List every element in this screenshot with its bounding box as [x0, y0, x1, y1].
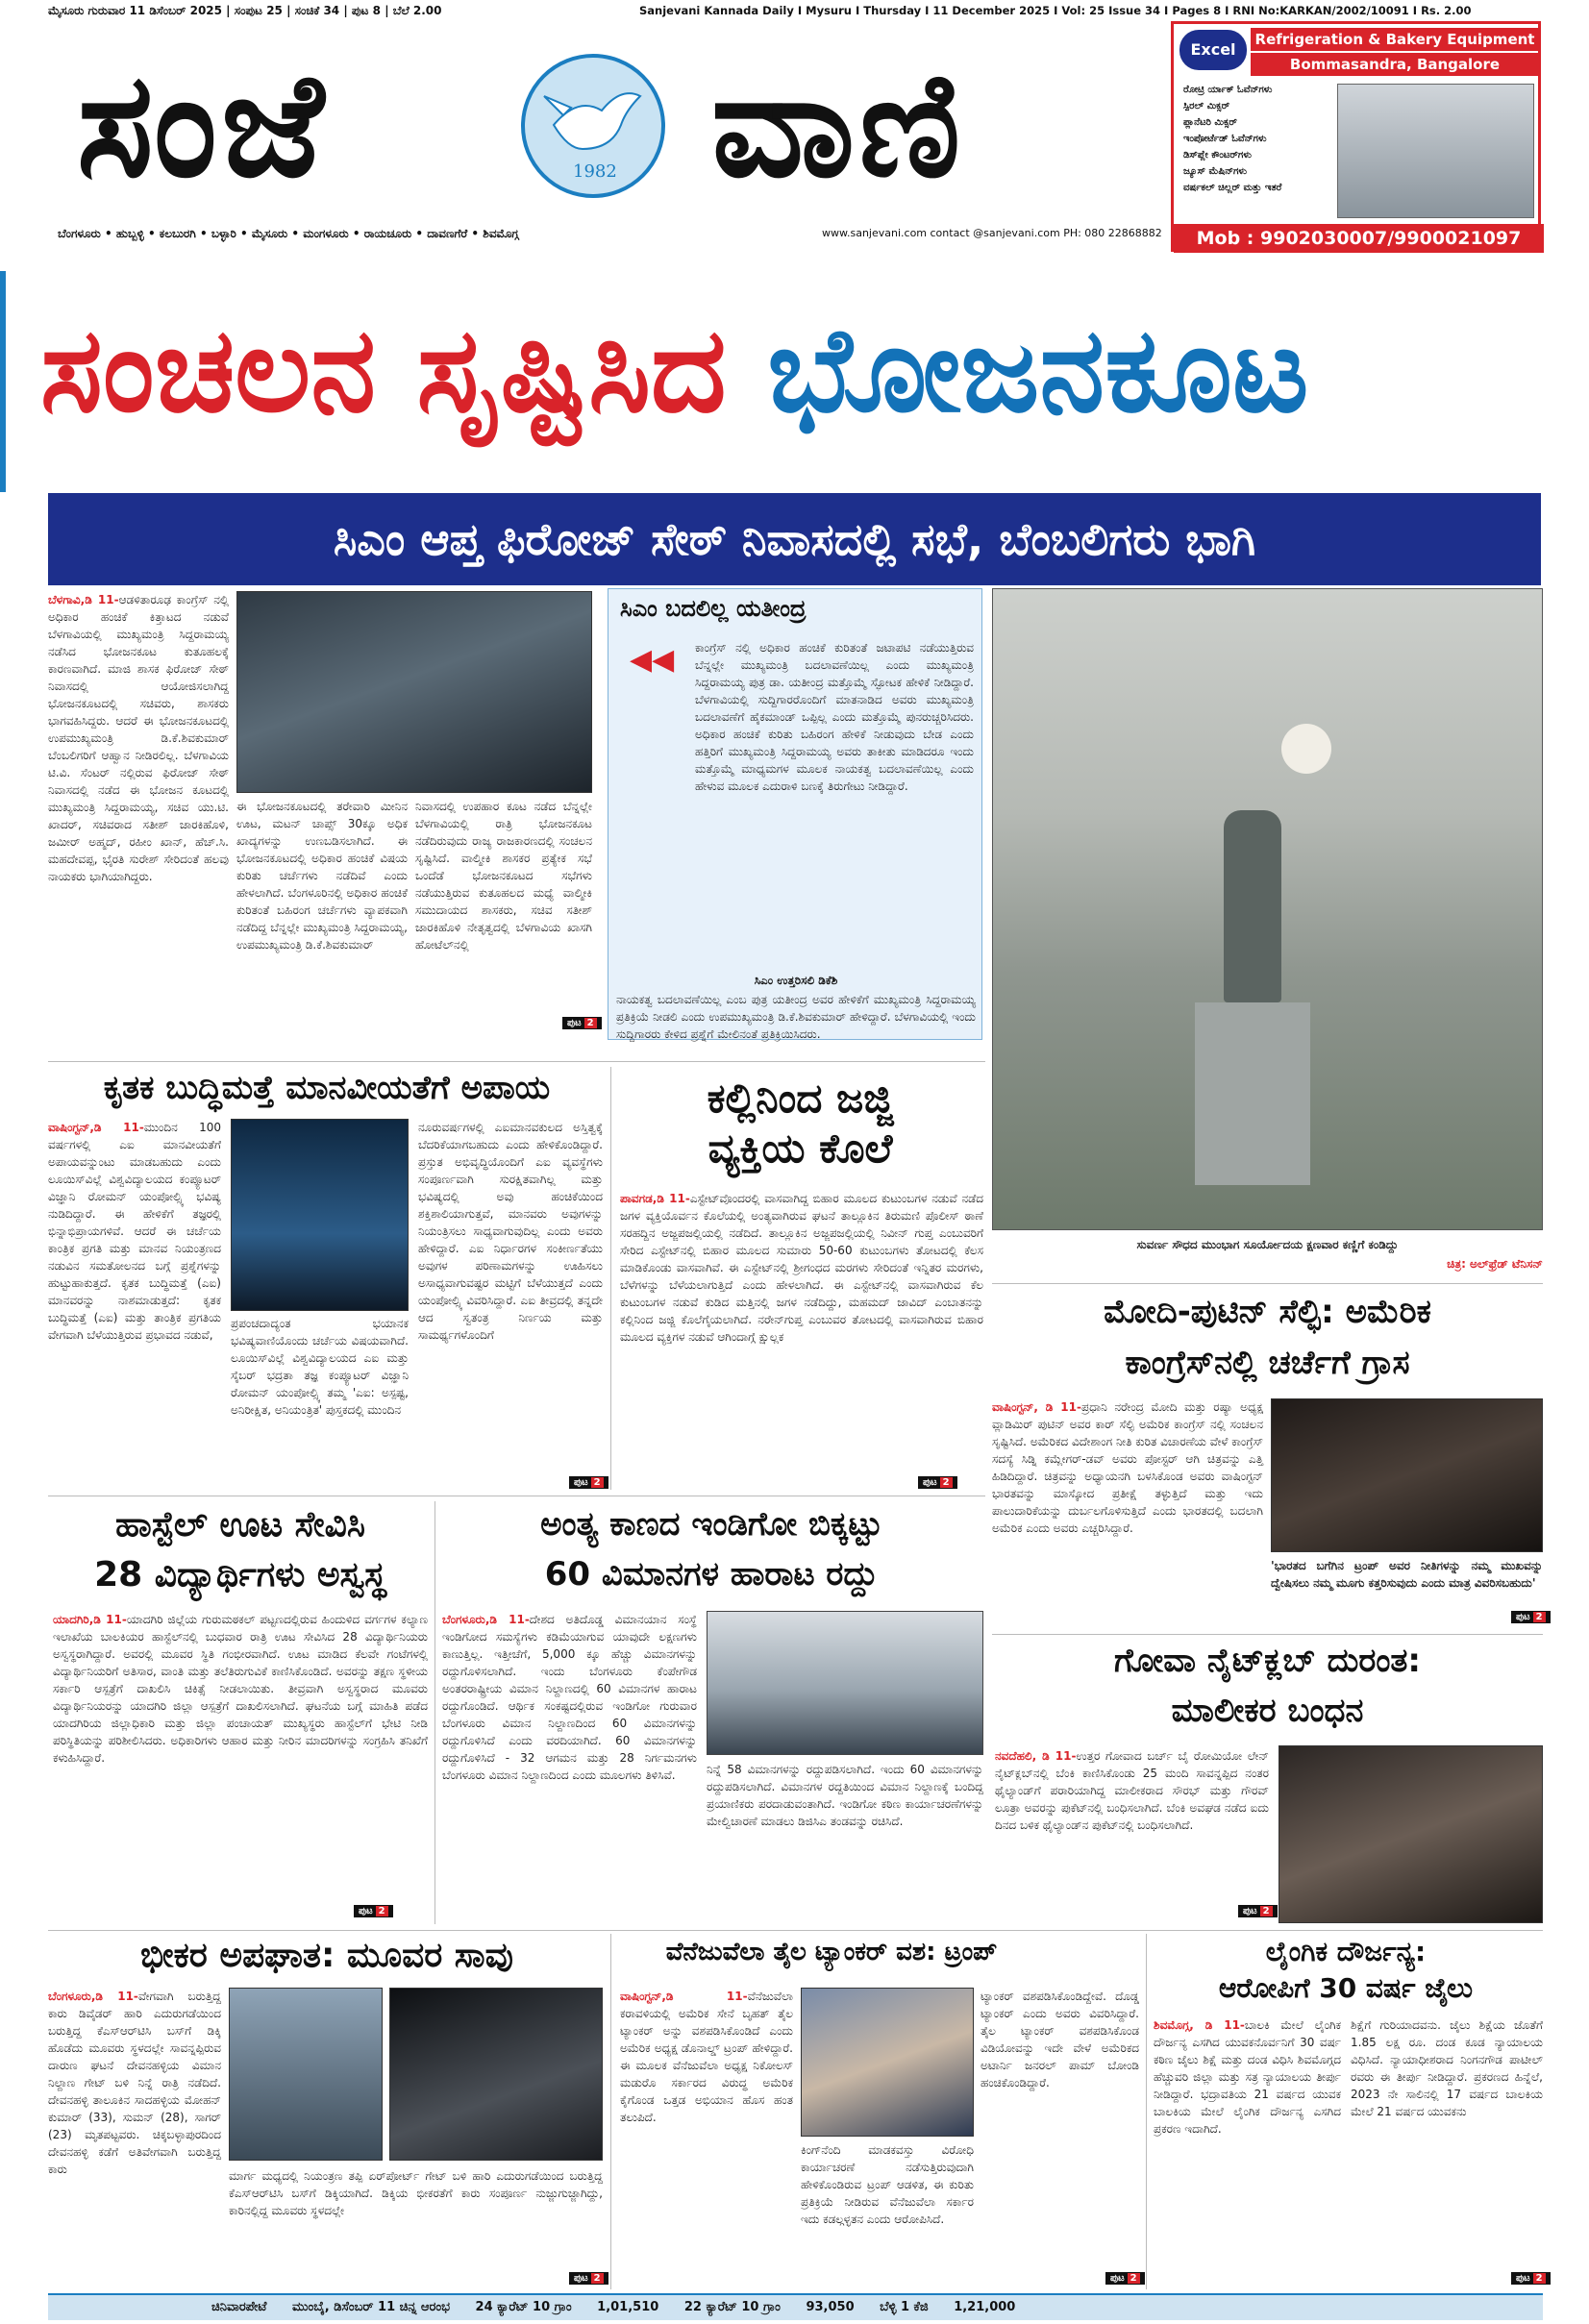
- ad-items: [1183, 82, 1328, 196]
- hostel-headline-l2: 28 ವಿದ್ಯಾರ್ಥಿಗಳು ಅಸ್ವಸ್ಥ: [94, 1555, 386, 1595]
- sidebox-title: ಸಿಎಂ ಬದಲಿಲ್ಲ ಯತೀಂದ್ರ: [620, 595, 807, 622]
- hostel-jump: ಪುಟ 2: [354, 1905, 393, 1917]
- lead-headline-red: ಸಂಚಲನ ಸೃಷ್ಟಿಸಿದ: [40, 302, 727, 438]
- ai-dateline: ವಾಷಿಂಗ್ಟನ್,ಡಿ 11-: [48, 1121, 144, 1134]
- ad-location: Bommasandra, Bangalore: [1251, 53, 1539, 76]
- sentence-dateline: ಶಿವಮೊಗ್ಗ, ಡಿ 11-: [1154, 2018, 1245, 2032]
- modi-dateline: ವಾಷಿಂಗ್ಟನ್, ಡಿ 11-: [992, 1400, 1081, 1414]
- accident-headline: ಭೀಕರ ಅಪಘಾತ: ಮೂವರ ಸಾವು: [140, 1936, 513, 1975]
- divider: [610, 1934, 611, 2289]
- lead-jump: ಪುಟ 2: [562, 1017, 602, 1029]
- statue-figure: [1224, 810, 1281, 1002]
- goa-dateline: ನವದೆಹಲಿ, ಡಿ 11-: [995, 1749, 1077, 1763]
- indigo-headline-l2: 60 ವಿಮಾನಗಳ ಹಾರಾಟ ರದ್ದು: [544, 1555, 879, 1594]
- market-bar: [48, 2293, 1543, 2320]
- lead-col-1-text: ಆಡಳಿತಾರೂಢ ಕಾಂಗ್ರೆಸ್ ನಲ್ಲಿ ಅಧಿಕಾರ ಹಂಚಿಕೆ ಕಿತ್ತಾಟದ ನಡುವೆ ಬೆಳಗಾವಿಯಲ್ಲಿ ಮುಖ್ಯಮಂತ್ರಿ ಸಿದ್ದರಾಮಯ್ಯ ನಡೆಸಿದ ಭೋಜನಕೂಟ ಕುತೂಹಲಕ್ಕೆ ಕಾರಣವಾಗಿದೆ. ಮಾಜಿ ಶಾಸಕ ಫಿರೋಜ್ ಸೇಠ್ ನಿವಾಸದಲ್ಲಿ ಆಯೋಜಿಸಲಾಗಿದ್ದ ಭೋಜನಕೂಟದಲ್ಲಿ ಸಚಿವರು, ಶಾಸಕರು ಭಾಗವಹಿಸಿದ್ದರು. ಆದರೆ ಈ ಭೋಜನಕೂಟದಲ್ಲಿ ಉಪಮುಖ್ಯಮಂತ್ರಿ ಡಿ.ಕೆ.ಶಿವಕುಮಾರ್ ಬೆಂಬಲಿಗರಿಗೆ ಆಹ್ವಾನ ನೀಡಿರಲಿಲ್ಲ. ಬೆಳಗಾವಿಯ ಟಿ.ವಿ. ಸೆಂಟರ್ ನಲ್ಲಿರುವ ಫಿರೋಜ್ ಸೇಠ್ ನಿವಾಸದಲ್ಲಿ ನಡೆದ ಈ ಭೋಜನ ಕೂಟದಲ್ಲಿ ಮುಖ್ಯಮಂತ್ರಿ ಸಿದ್ದರಾಮಯ್ಯ, ಸಚಿವ ಯು.ಟಿ. ಖಾದರ್, ಸಚಿವರಾದ ಸತೀಶ್ ಜಾರಕಿಹೊಳಿ, ಜಮೀರ್ ಅಹ್ಮದ್, ರಹೀಂ ಖಾನ್, ಹೆಚ್.ಸಿ. ಮಹದೇವಪ್ಪ, ಭೈರತಿ ಸುರೇಶ್ ಸೇರಿದಂತೆ ಹಲವು ನಾಯಕರು ಭಾಗಿಯಾಗಿದ್ದರು.: [48, 593, 229, 883]
- gold22-label: 22 ಕ್ಯಾರೆಟ್ 10 ಗ್ರಾಂ: [683, 2300, 781, 2314]
- dinner-meeting-photo: [236, 591, 592, 793]
- venezuela-dateline: ವಾಷಿಂಗ್ಟನ್,ಡಿ 11-: [620, 1990, 748, 2003]
- sun-shape: [1281, 724, 1331, 774]
- modi-body: [992, 1398, 1263, 1625]
- divider: [48, 1061, 985, 1062]
- ad-item: ರೋಟ್ರಿ ರ್ಯಾಕ್ ಓವೆನ್‌ಗಳು: [1183, 85, 1273, 95]
- goa-text: ಉತ್ತರ ಗೋವಾದ ಬರ್ಚ್ ಬೈ ರೋಮಿಯೋ ಲೇನ್ ನೈಟ್‌ಕ್ಲಬ್‌ನಲ್ಲಿ ಬೆಂಕಿ ಕಾಣಿಸಿಕೊಂಡು 25 ಮಂದಿ ಸಾವನ್ನಪ್ಪಿದ ನಂತರ ಥೈಲ್ಯಾಂಡ್‌ಗೆ ಪರಾರಿಯಾಗಿದ್ದ ಮಾಲೀಕರಾದ ಸೌರಭ್ ಮತ್ತು ಗೌರವ್ ಲೂತ್ರಾ ಅವರನ್ನು ಪುಕೆಟ್‌ನಲ್ಲಿ ಬಂಧಿಸಲಾಗಿದೆ. ಬೆಂಕಿ ಅವಘಡ ನಡೆದ ಐದು ದಿನದ ಬಳಿಕ ಥೈಲ್ಯಾಂಡ್‌ನ ಪುಕೆಟ್‌ನಲ್ಲಿ ಬಂಧಿಸಲಾಗಿದೆ.: [995, 1749, 1269, 1832]
- indigo-text: ದೇಶದ ಅತಿದೊಡ್ಡ ವಿಮಾನಯಾನ ಸಂಸ್ಥೆ ಇಂಡಿಗೋದ ಸಮಸ್ಯೆಗಳು ಕಡಿಮೆಯಾಗುವ ಯಾವುದೇ ಲಕ್ಷಣಗಳು ಕಾಣುತ್ತಿಲ್ಲ. ಇತ್ತೀಚೆಗೆ, 5,000 ಕ್ಕೂ ಹೆಚ್ಚು ವಿಮಾನಗಳನ್ನು ರದ್ದುಗೊಳಿಸಲಾಗಿದೆ. ಇಂದು ಬೆಂಗಳೂರು ಕೆಂಪೇಗೌಡ ಅಂತರರಾಷ್ಟ್ರೀಯ ವಿಮಾನ ನಿಲ್ದಾಣದಲ್ಲಿ 60 ವಿಮಾನಗಳ ಹಾರಾಟ ರದ್ದುಗೊಂಡಿದೆ. ಆರ್ಥಿಕ ಸಂಕಷ್ಟದಲ್ಲಿರುವ ಇಂಡಿಗೋ ಗುರುವಾರ ಬೆಂಗಳೂರು ವಿಮಾನ ನಿಲ್ದಾಣದಿಂದ 60 ವಿಮಾನಗಳನ್ನು ರದ್ದುಗೊಳಿಸಿದೆ ಎಂದು ವರದಿಯಾಗಿದೆ. 60 ವಿಮಾನಗಳನ್ನು ರದ್ದುಗೊಳಿಸಿದೆ - 32 ಆಗಮನ ಮತ್ತು 28 ನಿರ್ಗಮನಗಳು ಬೆಂಗಳೂರು ವಿಮಾನ ನಿಲ್ದಾಣದಿಂದ ಎಂದು ಮೂಲಗಳು ತಿಳಿಸಿವೆ.: [442, 1613, 697, 1782]
- sidebox-text2: ನಾಯಕತ್ವ ಬದಲಾವಣೆಯಿಲ್ಲ ಎಂಬ ಪುತ್ರ ಯತೀಂದ್ರ ಅವರ ಹೇಳಿಕೆಗೆ ಮುಖ್ಯಮಂತ್ರಿ ಸಿದ್ದರಾಮಯ್ಯ ಪ್ರತಿಕ್ರಿಯೆ ನೀಡಲಿ ಎಂದು ಉಪಮುಖ್ಯಮಂತ್ರಿ ಡಿ.ಕೆ.ಶಿವಕುಮಾರ್ ಹೇಳಿದ್ದಾರೆ. ಬೆಳಗಾವಿಯಲ್ಲಿ ಇಂದು ಸುದ್ದಿಗಾರರು ಕೇಳಿದ ಪ್ರಶ್ನೆಗೆ ಮೇಲಿನಂತೆ ಪ್ರತಿಕ್ರಿಯಿಸಿದರು.: [616, 993, 976, 1041]
- gold24-label: 24 ಕ್ಯಾರೆಟ್ 10 ಗ್ರಾಂ: [475, 2300, 572, 2314]
- masthead: [48, 21, 1162, 242]
- jump-label: ಪುಟ: [567, 1018, 582, 1028]
- sidebox-text-indent: [695, 639, 974, 793]
- ad-item: ಡಿಸ್‌ಪ್ಲೇ ಕೌಂಟರ್‌ಗಳು: [1183, 150, 1252, 161]
- hostel-text: ಯಾದಗಿರಿ ಜಿಲ್ಲೆಯ ಗುರುಮಠಕಲ್ ಪಟ್ಟಣದಲ್ಲಿರುವ ಹಿಂದುಳಿದ ವರ್ಗಗಳ ಕಲ್ಯಾಣ ಇಲಾಖೆಯ ಬಾಲಕಿಯರ ಹಾಸ್ಟೆಲ್‌ನಲ್ಲಿ ಬುಧವಾರ ರಾತ್ರಿ ಊಟ ಸೇವಿಸಿದ 28 ವಿದ್ಯಾರ್ಥಿನಿಯರು ಅಸ್ವಸ್ಥರಾಗಿದ್ದಾರೆ. ಅವರಲ್ಲಿ ಮೂವರ ಸ್ಥಿತಿ ಗಂಭೀರವಾಗಿದೆ. ಊಟ ಮಾಡಿದ ಕೆಲವೇ ಗಂಟೆಗಳಲ್ಲಿ ವಿದ್ಯಾರ್ಥಿನಿಯರಿಗೆ ಅತಿಸಾರ, ವಾಂತಿ ಮತ್ತು ತಲೆತಿರುಗುವಿಕೆ ಕಾಣಿಸಿಕೊಂಡಿದೆ. ಅವರನ್ನು ತಕ್ಷಣ ಸ್ಥಳೀಯ ಸರ್ಕಾರಿ ಆಸ್ಪತ್ರೆಗೆ ದಾಖಲಿಸಿ ಚಿಕಿತ್ಸೆ ನೀಡಲಾಯಿತು. ತೀವ್ರವಾಗಿ ಅಸ್ವಸ್ಥರಾದ ಮೂವರು ವಿದ್ಯಾರ್ಥಿನಿಯರನ್ನು ಯಾದಗಿರಿ ಜಿಲ್ಲಾ ಆಸ್ಪತ್ರೆಗೆ ದಾಖಲಿಸಲಾಗಿದೆ. ಘಟನೆಯ ಬಗ್ಗೆ ಮಾಹಿತಿ ಪಡೆದ ಯಾದಗಿರಿಯ ಜಿಲ್ಲಾಧಿಕಾರಿ ಮತ್ತು ಜಿಲ್ಲಾ ಪಂಚಾಯತ್ ಮುಖ್ಯಸ್ಥರು ಹಾಸ್ಟೆಲ್‌ಗೆ ಭೇಟಿ ನೀಡಿ ಪರಿಸ್ಥಿತಿಯನ್ನು ಪರಿಶೀಲಿಸಿದರು. ಅಧಿಕಾರಿಗಳು ಆಹಾರ ಮತ್ತು ನೀರಿನ ಮಾದರಿಗಳನ್ನು ಸಂಗ್ರಹಿಸಿ ತನಿಖೆಗೆ ಕಳುಹಿಸಿದ್ದಾರೆ.: [53, 1613, 428, 1765]
- lead-col-1: [48, 591, 229, 1033]
- ad-product-image: [1337, 84, 1534, 218]
- hostel-body: [53, 1611, 428, 1918]
- lead-dateline: ಬೆಳಗಾವಿ,ಡಿ 11-: [48, 593, 119, 606]
- indigo-text2: ನಿನ್ನೆ 58 ವಿಮಾನಗಳನ್ನು ರದ್ದುಪಡಿಸಲಾಗಿದೆ. ಇಂದು 60 ವಿಮಾನಗಳನ್ನು ರದ್ದುಪಡಿಸಲಾಗಿದೆ. ವಿಮಾನಗಳ ರದ್ದತಿಯಿಂದ ವಿಮಾನ ನಿಲ್ದಾಣಕ್ಕೆ ಬಂದಿದ್ದ ಪ್ರಯಾಣಿಕರು ಪರದಾಡುವಂತಾಗಿದೆ. ಇಂಡಿಗೋ ಕಠಿಣ ಕಾರ್ಯಾಚರಣೆಗಳನ್ನು ಮೇಲ್ವಿಚಾರಣೆ ಮಾಡಲು ಡಿಜಿಸಿಎ ತಂಡವನ್ನು ರಚಿಸಿದೆ.: [707, 1763, 983, 1828]
- main-photo-credit: ಚಿತ್ರ: ಅಲ್‌ಫ್ರೆಡ್ ಟೆನಿಸನ್: [1447, 1257, 1543, 1271]
- sentence-body: [1154, 2016, 1341, 2286]
- venezuela-text: ವೆನೆಜುವೆಲಾ ಕರಾವಳಿಯಲ್ಲಿ ಅಮೆರಿಕ ಸೇನೆ ಬೃಹತ್ ತೈಲ ಟ್ಯಾಂಕರ್ ಅನ್ನು ವಶಪಡಿಸಿಕೊಂಡಿದೆ ಎಂದು ಅಮೆರಿಕ ಅಧ್ಯಕ್ಷ ಡೊನಾಲ್ಡ್ ಟ್ರಂಪ್ ಹೇಳಿದ್ದಾರೆ. ಈ ಮೂಲಕ ವೆನೆಜುವೆಲಾ ಅಧ್ಯಕ್ಷ ನಿಕೋಲಸ್ ಮಡುರೊ ಸರ್ಕಾರದ ವಿರುದ್ಧ ಅಮೆರಿಕ ಕೈಗೊಂಡ ಒತ್ತಡ ಅಭಿಯಾನ ಹೊಸ ಹಂತ ತಲುಪಿದೆ.: [620, 1990, 793, 2124]
- gold22-value: 93,050: [806, 2300, 855, 2314]
- indigo-body: [442, 1611, 697, 1918]
- logo-year: 1982: [573, 161, 617, 182]
- sidebox-text: ಕಾಂಗ್ರೆಸ್ ನಲ್ಲಿ ಅಧಿಕಾರ ಹಂಚಿಕೆ ಕುರಿತಂತೆ ಜಟಾಪಟಿ ನಡೆಯುತ್ತಿರುವ ಬೆನ್ನಲ್ಲೇ ಮುಖ್ಯಮಂತ್ರಿ ಬದಲಾವಣೆಯಿಲ್ಲ ಎಂದು ಮುಖ್ಯಮಂತ್ರಿ ಸಿದ್ದರಾಮಯ್ಯ ಪುತ್ರ ಡಾ. ಯತೀಂದ್ರ ಮತ್ತೊಮ್ಮೆ ಸ್ಫೋಟಕ ಹೇಳಿಕೆ ನೀಡಿದ್ದಾರೆ. ಬೆಳಗಾವಿಯಲ್ಲಿ ಸುದ್ದಿಗಾರರೊಂದಿಗೆ ಮಾತನಾಡಿದ ಅವರು ಮುಖ್ಯಮಂತ್ರಿ ಬದಲಾವಣೆಗೆ ಹೈಕಮಾಂಡ್ ಒಪ್ಪಿಲ್ಲ ಎಂದು ಮತ್ತೊಮ್ಮೆ ಪುನರುಚ್ಚರಿಸಿದರು. ಅಧಿಕಾರ ಹಂಚಿಕೆ ಕುರಿತು ಬಹಿರಂಗ ಹೇಳಿಕೆ ನೀಡುವುದು ಬೇಡ ಎಂದು ಹತ್ತಿರಿಗೆ ಮುಖ್ಯಮಂತ್ರಿ ಸಿದ್ದರಾಮಯ್ಯ ಅವರು ತಾಕೀತು ಮಾಡಿದರೂ ಇಂದು ಮತ್ತೊಮ್ಮೆ ಮಾಧ್ಯಮಗಳ ಮೂಲಕ ನಾಯಕತ್ವ ಬದಲಾವಣೆಯಿಲ್ಲ ಎಂದು ಹೇಳುವ ಮೂಲಕ ಎದುರಾಳಿ ಬಣಕ್ಕೆ ತಿರುಗೇಟು ನೀಡಿದ್ದಾರೆ.: [695, 641, 974, 793]
- sidebox: [608, 588, 982, 1040]
- edge-marker: [0, 271, 6, 492]
- lead-headline: [40, 264, 1550, 476]
- venezuela-jump: ಪುಟ 2: [1105, 2272, 1145, 2285]
- airport-crowd-photo: [707, 1611, 983, 1755]
- victims-photos: [229, 1988, 383, 2161]
- ad-item: ಜ್ಯೂಸ್ ಮೆಷಿನ್‌ಗಳು: [1183, 166, 1248, 177]
- masthead-title-left: ಸಂಜೆ: [77, 40, 328, 210]
- divider: [1146, 1934, 1147, 2289]
- modi-headline-l2: ಕಾಂಗ್ರೆಸ್‌ನಲ್ಲಿ ಚರ್ಚೆಗೆ ಗ್ರಾಸ: [1125, 1344, 1410, 1382]
- editions-list: ಬೆಂಗಳೂರು • ಹುಬ್ಬಳ್ಳಿ • ಕಲಬುರಗಿ • ಬಳ್ಳಾರಿ • ಮೈಸೂರು • ಮಂಗಳೂರು • ರಾಯಚೂರು • ದಾವಣಗೆರೆ • ಶಿವಮೊಗ್ಗ: [58, 227, 519, 240]
- lead-headline-blue: ಭೋಜನಕೂಟ: [767, 302, 1309, 438]
- ad-refrigeration[interactable]: [1171, 21, 1541, 252]
- ad-item: ಪ್ಲಾನೆಟರಿ ಮಿಕ್ಸರ್: [1183, 117, 1237, 128]
- modi-photo-caption: 'ಭಾರತದ ಬಗೆಗಿನ ಟ್ರಂಪ್ ಅವರ ನೀತಿಗಳನ್ನು ನಮ್ಮ ಮುಖವನ್ನು ದ್ವೇಷಿಸಲು ನಮ್ಮ ಮೂಗು ಕತ್ತರಿಸುವುದು ಎಂದು ಮಾತ್ರ ವಿವರಿಸಬಹುದು': [1271, 1559, 1543, 1590]
- market-city: ಮುಂಬೈ, ಡಿಸೆಂಬರ್ 11 ಚಿನ್ನ ಆರಂಭ: [291, 2300, 451, 2314]
- trump-photo: [801, 1988, 974, 2137]
- ad-brand: Excel: [1179, 30, 1247, 70]
- sentence-jump: ಪುಟ 2: [1511, 2272, 1551, 2285]
- divider: [992, 1283, 1543, 1284]
- venezuela-text3: ಟ್ಯಾಂಕರ್ ವಶಪಡಿಸಿಕೊಂಡಿದ್ದೇವೆ. ದೊಡ್ಡ ಟ್ಯಾಂಕರ್ ಎಂದು ಅವರು ವಿವರಿಸಿದ್ದಾರೆ. ತೈಲ ಟ್ಯಾಂಕರ್ ವಶಪಡಿಸಿಕೊಂಡ ವಿಡಿಯೋವನ್ನು ಇದೇ ವೇಳೆ ಅಮೆರಿಕದ ಅಟಾರ್ನಿ ಜನರಲ್ ಪಾಮ್ ಬೋಂಡಿ ಹಂಚಿಕೊಂಡಿದ್ದಾರೆ.: [981, 1990, 1139, 2089]
- modi-text: ಪ್ರಧಾನಿ ನರೇಂದ್ರ ಮೋದಿ ಮತ್ತು ರಷ್ಯಾ ಅಧ್ಯಕ್ಷ ವ್ಲಾಡಿಮಿರ್ ಪುಟಿನ್ ಅವರ ಕಾರ್ ಸೆಲ್ಫಿ ಅಮೆರಿಕ ಕಾಂಗ್ರೆಸ್ ನಲ್ಲಿ ಸಂಚಲನ ಸೃಷ್ಟಿಸಿದೆ. ಅಮೆರಿಕದ ವಿದೇಶಾಂಗ ನೀತಿ ಕುರಿತ ವಿಚಾರಣೆಯ ವೇಳೆ ಕಾಂಗ್ರೆಸ್ ಸದಸ್ಯೆ ಸಿಡ್ನಿ ಕಮ್ಲೇಗರ್-ಡವ್ ಅವರು ಪೋಸ್ಟರ್ ಆಗಿ ಚಿತ್ರವನ್ನು ಎತ್ತಿ ಹಿಡಿದಿದ್ದಾರೆ. ಚಿತ್ರವನ್ನು ಅಧ್ಯಾಯನಗಿ ಬಳಸಿಕೊಂಡ ಅವರು ವಾಷಿಂಗ್ಟನ್ ಭಾರತವನ್ನು ಮಾಸ್ಕೋದ ಪ್ರತೀಕ್ಷೆ ತಳ್ಳುತ್ತಿದೆ ಮತ್ತು ಇದು ಪಾಲುದಾರಿಕೆಯನ್ನು ದುರ್ಬಲಗೊಳಿಸುತ್ತಿದೆ ಎಂದು ಭಾರತದಲ್ಲಿ ಬದಲಾಗಿ ಅಮೆರಿಕ ಎಂದು ಅವರು ಎಚ್ಚರಿಸಿದ್ದಾರೆ.: [992, 1400, 1263, 1535]
- accident-text2: ಮಾರ್ಗ ಮಧ್ಯದಲ್ಲಿ ನಿಯಂತ್ರಣ ತಪ್ಪಿ ಏರ್‌ಪೋರ್ಟ್ ಗೇಟ್ ಬಳಿ ಹಾರಿ ಎದುರುಗಡೆಯಿಂದ ಬರುತ್ತಿದ್ದ ಕೆಎಸ್‌ಆರ್‌ಟಿಸಿ ಬಸ್‌ಗೆ ಡಿಕ್ಕಿಯಾಗಿದೆ. ಡಿಕ್ಕಿಯ ಭೀಕರತೆಗೆ ಕಾರು ಸಂಪೂರ್ಣ ನುಜ್ಜುಗುಜ್ಜಾಗಿದ್ದು, ಕಾರಿನಲ್ಲಿದ್ದ ಮೂವರು ಸ್ಥಳದಲ್ಲೇ: [229, 2169, 603, 2217]
- crashed-car-photo: [389, 1988, 603, 2161]
- masthead-title-right: ವಾಣಿ: [711, 40, 965, 210]
- divider: [434, 1501, 435, 1924]
- main-photo-caption: ಸುವರ್ಣ ಸೌಧದ ಮುಂಭಾಗ ಸೂರ್ಯೋದಯ ಕ್ಷಣವಾರ ಕಣ್ಣಿಗೆ ಕಂಡಿದ್ದು: [1136, 1238, 1399, 1251]
- goa-jump: ಪುಟ 2: [1238, 1905, 1278, 1917]
- ad-title: Refrigeration & Bakery Equipment: [1251, 28, 1539, 51]
- divider: [992, 1634, 1543, 1635]
- contact-line: www.sanjevani.com contact @sanjevani.com PH: 080 22868882: [822, 227, 1162, 239]
- accident-body: [48, 1988, 221, 2286]
- murder-body: [620, 1190, 983, 1478]
- sentence-headline-l2: ಆರೋಪಿಗೆ 30 ವರ್ಷ ಜೈಲು: [1218, 1972, 1474, 2004]
- top-bar-left: ಮೈಸೂರು ಗುರುವಾರ 11 ಡಿಸೆಂಬರ್ 2025 | ಸಂಪುಟ 25 | ಸಂಚಿಕೆ 34 | ಪುಟ 8 | ಬೆಲೆ 2.00: [48, 4, 442, 17]
- venezuela-body: [620, 1988, 793, 2286]
- ad-mobile: Mob : 9902030007/9900021097: [1174, 224, 1544, 253]
- sentence-text2: ಶಿಕ್ಷೆಗೆ ಗುರಿಯಾದವನು. ಜೈಲು ಶಿಕ್ಷೆಯ ಜೊತೆಗೆ 1.85 ಲಕ್ಷ ರೂ. ದಂಡ ಕೂಡ ನ್ಯಾಯಾಲಯ ವಿಧಿಸಿದೆ. ನ್ಯಾಯಾಧೀಶರಾದ ನಿಂಗನಗೌಡ ಪಾಟೀಲ್ ರವರು ಈ ತೀರ್ಪು ನೀಡಿದ್ದಾರೆ. ಪ್ರಕರಣದ ಹಿನ್ನೆಲೆ, 2023 ನೇ ಸಾಲಿನಲ್ಲಿ 17 ವರ್ಷದ ಬಾಲಕಿಯ ಮೇಲೆ 21 ವರ್ಷದ ಯುವಕನು: [1351, 2018, 1543, 2118]
- divider: [610, 1067, 611, 1490]
- dove-logo: [521, 54, 665, 198]
- ai-col-2: ಪ್ರಪಂಚದಾದ್ಯಂತ ಭಯಾನಕ ಭವಿಷ್ಯವಾಣಿಯೊಂದು ಚರ್ಚೆಯ ವಿಷಯವಾಗಿದೆ. ಲೂಯಿಸ್‌ವಿಲ್ಲೆ ವಿಶ್ವವಿದ್ಯಾಲಯದ ಎಐ ಮತ್ತು ಸೈಬರ್ ಭದ್ರತಾ ತಜ್ಞ ಕಂಪ್ಯೂಟರ್ ವಿಜ್ಞಾನಿ ರೋಮನ್ ಯಂಪೋಲ್ಸ್ಕಿ ತಮ್ಮ 'ಎಐ: ಅಸ್ಪಷ್ಟ, ಅನಿರೀಕ್ಷಿತ, ಅನಿಯಂತ್ರಿತ' ಪುಸ್ತಕದಲ್ಲಿ ಮುಂದಿನ: [231, 1317, 409, 1417]
- murder-text: ಎಸ್ಟೇಟ್‌ವೊಂದರಲ್ಲಿ ವಾಸವಾಗಿದ್ದ ಬಿಹಾರ ಮೂಲದ ಕುಟುಂಬಗಳ ನಡುವೆ ನಡೆದ ಜಗಳ ವ್ಯಕ್ತಿಯೊರ್ವನ ಕೊಲೆಯಲ್ಲಿ ಅಂತ್ಯವಾಗಿರುವ ಘಟನೆ ತಾಲ್ಲೂಕಿನ ತಿರುಮಣಿ ಪೊಲೀಸ್ ಠಾಣೆ ಸರಹದ್ದಿನ ಅಜ್ಜಪಜಲ್ಲಿಯಲ್ಲಿ ನಡೆದಿದೆ. ತಾಲ್ಲೂಕಿನ ಅಜ್ಜಪಜಲ್ಲಿಯಲ್ಲಿ ನಿವೀನ್ ಗುಪ್ತ ಎಂಬುವರಿಗೆ ಸೇರಿದ ಎಸ್ಟೇಟ್‌ನಲ್ಲಿ ಬಿಹಾರ ಮೂಲದ ಸುಮಾರು 50-60 ಕುಟುಂಬಗಳು ತೋಟದಲ್ಲಿ ಕೆಲಸ ಮಾಡಿಕೊಂಡು ವಾಸವಾಗಿವೆ. ಈ ಎಸ್ಟೇಟ್‌ನಲ್ಲಿ ಶ್ರೀಗಂಧದ ಮರಗಳು ಸೇರಿದಂತೆ ಇನ್ನಿತರ ಮರಗಳು, ಬೆಳೆಗಳನ್ನು ಬೆಳೆಯಲಾಗುತ್ತಿದೆ ಎಂದು ಹೇಳಲಾಗಿದೆ. ಈ ಎಸ್ಟೇಟ್‌ನಲ್ಲಿ ವಾಸವಾಗಿರುವ ಕೆಲ ಕುಟುಂಬಗಳ ನಡುವೆ ಕುಡಿದ ಮತ್ತಿನಲ್ಲಿ ಜಗಳ ನಡೆದಿದ್ದು, ಮಹಮದ್ ಜಾವಿದ್ ಎಂಬಾತನನ್ನು ಕಲ್ಲಿನಿಂದ ಜಜ್ಜಿ ಕೊಲೆಗೈಯಲಾಗಿದೆ. ನರೇನ್‌ಗುಪ್ತ ಎಂಬುವರ ತೋಟದಲ್ಲಿ ವಾಸವಾಗಿರುವ ಬಿಹಾರ ಮೂಲದ ವ್ಯಕ್ತಿಗಳ ನಡುವೆ ಆಗಿಂದಾಗ್ಗೆ ಕ್ಷುಲ್ಲಕ: [620, 1192, 983, 1344]
- statue-sunrise-photo: [992, 588, 1543, 1230]
- ad-item: ವರ್ಷಕಲ್ ಚಿಲ್ಲರ್ ಮತ್ತು ಇತರೆ: [1183, 183, 1282, 193]
- modi-headline-l1: ಮೋದಿ-ಪುಟಿನ್ ಸೆಲ್ಫಿ: ಅಮೆರಿಕ: [1104, 1293, 1431, 1331]
- hostel-headline-l1: ಹಾಸ್ಟೆಲ್ ಊಟ ಸೇವಿಸಿ: [115, 1505, 365, 1545]
- ai-col-1: [48, 1119, 221, 1479]
- market-label: ಚಿನಿವಾರಪೇಟೆ: [211, 2300, 267, 2314]
- ai-jump: ಪುಟ 2: [569, 1476, 608, 1489]
- ai-headline: ಕೃತಕ ಬುದ್ಧಿಮತ್ತೆ ಮಾನವೀಯತೆಗೆ ಅಪಾಯ: [103, 1069, 551, 1107]
- accident-text: ವೇಗವಾಗಿ ಬರುತ್ತಿದ್ದ ಕಾರು ಡಿವೈಡರ್ ಹಾರಿ ಎದುರುಗಡೆಯಿಂದ ಬರುತ್ತಿದ್ದ ಕೆಎಸ್‌ಆರ್‌ಟಿಸಿ ಬಸ್‌ಗೆ ಡಿಕ್ಕಿ ಹೊಡೆದು ಮೂವರು ಸ್ಥಳದಲ್ಲೇ ಸಾವನ್ನಪ್ಪಿರುವ ದಾರುಣ ಘಟನೆ ದೇವನಹಳ್ಳಿಯ ವಿಮಾನ ನಿಲ್ದಾಣ ಗೇಟ್ ಬಳಿ ನಿನ್ನೆ ರಾತ್ರಿ ನಡೆದಿದೆ. ದೇವನಹಳ್ಳಿ ತಾಲೂಕಿನ ಸಾದಹಳ್ಳಿಯ ಮೋಹನ್ ಕುಮಾರ್ (33), ಸುಮನ್ (28), ಸಾಗರ್ (23) ಮೃತಪಟ್ಟವರು. ಚಿಕ್ಕಬಳ್ಳಾಪುರದಿಂದ ದೇವನಹಳ್ಳಿ ಕಡೆಗೆ ಅತಿವೇಗವಾಗಿ ಬರುತ್ತಿದ್ದ ಕಾರು: [48, 1990, 222, 2176]
- goa-body: [995, 1747, 1269, 1920]
- goa-headline-l1: ಗೋವಾ ನೈಟ್‌ಕ್ಲಬ್ ದುರಂತ:: [1113, 1642, 1422, 1680]
- sentence-text: ಬಾಲಕಿ ಮೇಲೆ ಲೈಂಗಿಕ ದೌರ್ಜನ್ಯ ಎಸಗಿದ ಯುವಕನೊರ್ವನಿಗೆ 30 ವರ್ಷ ಕಠಿಣ ಜೈಲು ಶಿಕ್ಷೆ ಮತ್ತು ದಂಡ ವಿಧಿಸಿ ಶಿವಮೊಗ್ಗದ ಹೆಚ್ಚುವರಿ ಜಿಲ್ಲಾ ಮತ್ತು ಸತ್ರ ನ್ಯಾಯಾಲಯ ತೀರ್ಪು ನೀಡಿದ್ದಾರೆ. ಭದ್ರಾವತಿಯ 21 ವರ್ಷದ ಯುವಕ ಬಾಲಕಿಯ ಮೇಲೆ ಲೈಂಗಿಕ ದೌರ್ಜನ್ಯ ಎಸಗಿದ ಪ್ರಕರಣ ಇದಾಗಿದೆ.: [1154, 2018, 1341, 2136]
- murder-headline-l2: ವ್ಯಕ್ತಿಯ ಕೊಲೆ: [708, 1125, 893, 1172]
- ai-col-1-text: ಮುಂದಿನ 100 ವರ್ಷಗಳಲ್ಲಿ ಎಐ ಮಾನವೀಯತೆಗೆ ಅಪಾಯವನ್ನುಂಟು ಮಾಡಬಹುದು ಎಂದು ಲೂಯಿಸ್‌ವಿಲ್ಲೆ ವಿಶ್ವವಿದ್ಯಾಲಯದ ಕಂಪ್ಯೂಟರ್ ವಿಜ್ಞಾನಿ ರೋಮನ್ ಯಂಪೋಲ್ಸ್ಕಿ ಭವಿಷ್ಯ ನುಡಿದಿದ್ದಾರೆ. ಈ ಹೇಳಿಕೆಗೆ ತಜ್ಞರಲ್ಲಿ ಭಿನ್ನಾಭಿಪ್ರಾಯಗಳಿವೆ. ಆದರೆ ಈ ಚರ್ಚೆಯ ಕಾಂತ್ರಿಕ ಪ್ರಗತಿ ಮತ್ತು ಮಾನವ ನಿಯಂತ್ರಣದ ನಡುವಿನ ಸಮತೋಲನದ ಬಗ್ಗೆ ಪ್ರಶ್ನೆಗಳನ್ನು ಹುಟ್ಟುಹಾಕುತ್ತದೆ. ಕೃತಕ ಬುದ್ಧಿಮತ್ತೆ (ಎಐ) ಮಾನವರನ್ನು ನಾಶಮಾಡುತ್ತದೆ: ಕೃತಕ ಬುದ್ಧಿಮತ್ತೆ (ಎಐ) ಮತ್ತು ತಾಂತ್ರಿಕ ಪ್ರಗತಿಯ ವೇಗವಾಗಿ ಬೆಳೆಯುತ್ತಿರುವ ಪ್ರಭಾವದ ನಡುವೆ,: [48, 1121, 221, 1342]
- sentence-headline-l1: ಲೈಂಗಿಕ ದೌರ್ಜನ್ಯ:: [1265, 1936, 1427, 1967]
- accident-jump: ಪುಟ 2: [569, 2272, 608, 2285]
- ad-item: ಸ್ಪಿರಲ್ ಮಿಕ್ಸರ್: [1183, 101, 1230, 111]
- lead-banner: ಸಿಎಂ ಆಪ್ತ ಫಿರೋಜ್ ಸೇಠ್ ನಿವಾಸದಲ್ಲಿ ಸಭೆ, ಬೆಂಬಲಿಗರು ಭಾಗಿ: [48, 493, 1541, 585]
- silver-label: ಬೆಳ್ಳಿ 1 ಕೆಜಿ: [880, 2300, 929, 2314]
- sidebox-subhead: ಸಿಎಂ ಉತ್ತರಿಸಲಿ ಡಿಕೆಶಿ: [754, 974, 838, 987]
- gold24-value: 1,01,510: [597, 2300, 659, 2314]
- venezuela-text2: ಕಿಂಗ್‌ನೆಂದಿ ಮಾಡಕವಸ್ತು ವಿರೋಧಿ ಕಾರ್ಯಾಚರಣೆ ನಡೆಸುತ್ತಿರುವುದಾಗಿ ಹೇಳಿಕೊಂಡಿರುವ ಟ್ರಂಪ್ ಆಡಳಿತ, ಈ ಕುರಿತು ಪ್ರತಿಕ್ರಿಯೆ ನೀಡಿರುವ ವೆನೆಜುವೆಲಾ ಸರ್ಕಾರ ಇದು ಕಡಲ್ಗಳ್ಳತನ ಎಂದು ಆರೋಪಿಸಿದೆ.: [801, 2143, 974, 2226]
- divider: [48, 1930, 1543, 1931]
- top-bar-right: Sanjevani Kannada Daily I Mysuru I Thursday I 11 December 2025 I Vol: 25 Issue 34 I Pages 8 I RNI No:KARKAN/2002/10091 I Rs. 2.00: [639, 4, 1472, 17]
- murder-dateline: ಪಾವಗಡ,ಡಿ 11-: [620, 1192, 690, 1205]
- ai-col-3: ನೂರುವರ್ಷಗಳಲ್ಲಿ ಎಐಮಾನವಕುಲದ ಅಸ್ತಿತ್ವಕ್ಕೆ ಬೆದರಿಕೆಯಾಗಬಹುದು ಎಂದು ಹೇಳಿಕೊಂಡಿದ್ದಾರೆ. ಪ್ರಸ್ತುತ ಅಭಿವೃದ್ಧಿಯೊಂದಿಗೆ ಎಐ ವ್ಯವಸ್ಥೆಗಳು ಸಂಪೂರ್ಣವಾಗಿ ಸುರಕ್ಷಿತವಾಗಿಲ್ಲ ಮತ್ತು ಭವಿಷ್ಯದಲ್ಲಿ ಅವು ಹಂಚಿಕೆಯಿಂದ ಶಕ್ತಿಶಾಲಿಯಾಗುತ್ತವೆ, ಮಾನವರು ಅವುಗಳನ್ನು ನಿಯಂತ್ರಿಸಲು ಸಾಧ್ಯವಾಗುವುದಿಲ್ಲ ಎಂದು ಅವರು ಹೇಳಿದ್ದಾರೆ. ಎಐ ನಿರ್ಧಾರಗಳ ಸಂಕೀರ್ಣತೆಯು ಅವುಗಳ ಪರಿಣಾಮಗಳನ್ನು ಊಹಿಸಲು ಅಸಾಧ್ಯವಾಗುವಷ್ಟರ ಮಟ್ಟಿಗೆ ಬೆಳೆಯುತ್ತದೆ ಎಂದು ಯಂಪೋಲ್ಸ್ಕಿ ವಿವರಿಸಿದ್ದಾರೆ. ಎಐ ತೀವ್ರದಲ್ಲಿ ತನ್ನದೇ ಆದ ಸ್ವತಂತ್ರ ನಿರ್ಣಯ ಮತ್ತು ಸಾಮರ್ಥ್ಯಗಳೊಂದಿಗೆ: [418, 1121, 603, 1342]
- modi-jump: ಪುಟ 2: [1511, 1611, 1551, 1623]
- ad-item: ಇಂಪೋರ್ಟೆಡ್ ಓವೆನ್‌ಗಳು: [1183, 134, 1267, 144]
- lead-col-3: ನಿವಾಸದಲ್ಲಿ ಉಪಹಾರ ಕೂಟ ನಡೆದ ಬೆನ್ನಲ್ಲೇ ಬೆಳಗಾವಿಯಲ್ಲಿ ರಾತ್ರಿ ಭೋಜನಕೂಟ ನಡೆದಿರುವುದು ರಾಜ್ಯ ರಾಜಕಾರಣದಲ್ಲಿ ಸಂಚಲನ ಸೃಷ್ಟಿಸಿದೆ. ವಾಲ್ಮೀಕಿ ಶಾಸಕರ ಪ್ರತ್ಯೇಕ ಸಭೆ ಒಂದೆಡೆ ಭೋಜನಕೂಟದ ಸಭೆಗಳು ನಡೆಯುತ್ತಿರುವ ಕುತೂಹಲದ ಮಧ್ಯೆ ವಾಲ್ಮೀಕಿ ಸಮುದಾಯದ ಶಾಸಕರು, ಸಚಿವ ಸತೀಶ್ ಜಾರಕಿಹೊಳಿ ನೇತೃತ್ವದಲ್ಲಿ ಬೆಳಗಾವಿಯ ಖಾಸಗಿ ಹೋಟೆಲ್‌ನಲ್ಲಿ: [415, 800, 592, 952]
- goa-arrest-photo: [1279, 1745, 1543, 1923]
- murder-jump: ಪುಟ 2: [918, 1476, 957, 1489]
- goa-headline-l2: ಮಾಲೀಕರ ಬಂಧನ: [1171, 1692, 1364, 1730]
- silver-value: 1,21,000: [954, 2300, 1016, 2314]
- statue-pedestal: [1195, 1002, 1310, 1185]
- indigo-dateline: ಬೆಂಗಳೂರು,ಡಿ 11-: [442, 1613, 530, 1626]
- lead-col-2: ಈ ಭೋಜನಕೂಟದಲ್ಲಿ ತರೇವಾರಿ ಮೀನಿನ ಊಟ, ಮಟನ್ ಚಾಪ್ಸ್ 30ಕ್ಕೂ ಅಧಿಕ ಖಾದ್ಯಗಳನ್ನು ಉಣಬಡಿಸಲಾಗಿದೆ. ಈ ಭೋಜನಕೂಟದಲ್ಲಿ ಅಧಿಕಾರ ಹಂಚಿಕೆ ವಿಷಯ ಕುರಿತು ಚರ್ಚೆಗಳು ನಡೆದಿವೆ ಎಂದು ಹೇಳಲಾಗಿದೆ. ಬೆಂಗಳೂರಿನಲ್ಲಿ ಅಧಿಕಾರ ಹಂಚಿಕೆ ಕುರಿತಂತೆ ಬಹಿರಂಗ ಚರ್ಚೆಗಳು ವ್ಯಾಪಕವಾಗಿ ನಡೆದಿದ್ದ ಬೆನ್ನಲ್ಲೇ ಮುಖ್ಯಮಂತ್ರಿ ಸಿದ್ದರಾಮಯ್ಯ, ಉಪಮುಖ್ಯಮಂತ್ರಿ ಡಿ.ಕೆ.ಶಿವಕುಮಾರ್: [236, 800, 408, 952]
- indigo-headline-l1: ಅಂತ್ಯ ಕಾಣದ ಇಂಡಿಗೋ ಬಿಕ್ಕಟ್ಟು: [540, 1505, 882, 1544]
- quote-icon: ◀◀: [630, 643, 675, 677]
- accident-dateline: ಬೆಂಗಳೂರು,ಡಿ 11-: [48, 1990, 138, 2003]
- murder-headline-l1: ಕಲ್ಲಿನಿಂದ ಜಜ್ಜಿ: [707, 1075, 894, 1122]
- venezuela-headline: ವೆನೆಜುವೆಲಾ ತೈಲ ಟ್ಯಾಂಕರ್ ವಶ: ಟ್ರಂಪ್: [665, 1938, 998, 1966]
- modi-putin-photo: [1271, 1398, 1543, 1552]
- hostel-dateline: ಯಾದಗಿರಿ,ಡಿ 11-: [53, 1613, 127, 1626]
- ai-robot-photo: [231, 1119, 409, 1311]
